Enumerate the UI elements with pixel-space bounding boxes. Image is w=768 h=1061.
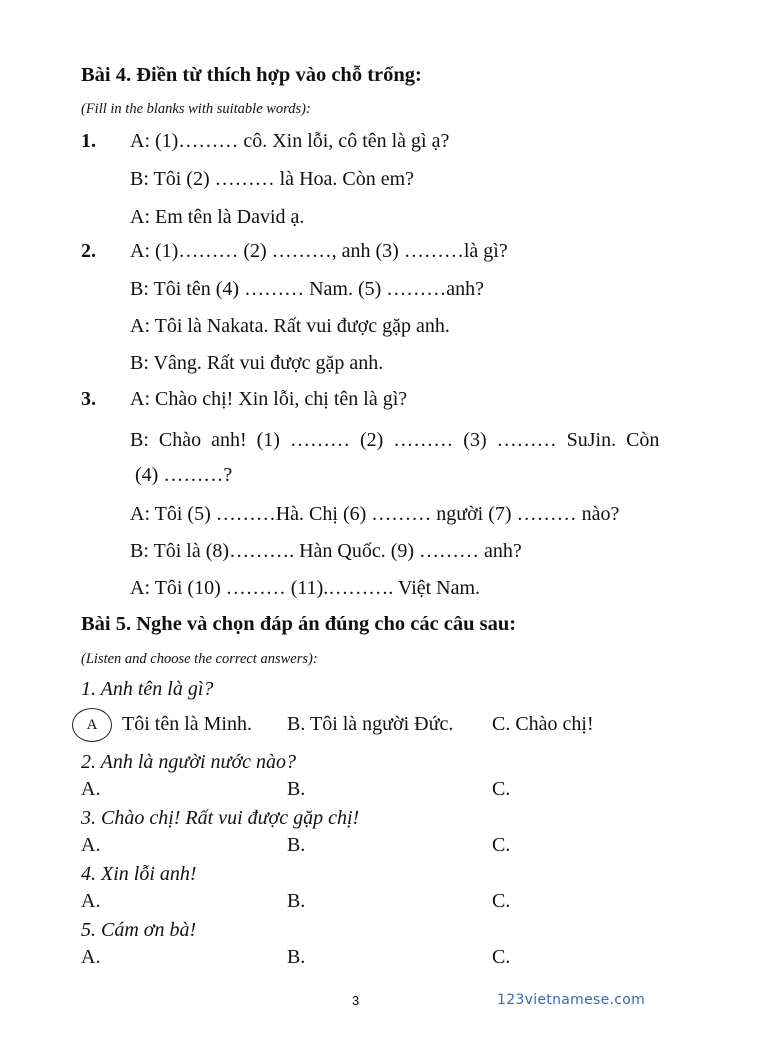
dialogue-line: A: (1)……… (2) ………, anh (3) ………là gì? [130, 240, 508, 262]
option-b: B. [287, 890, 306, 912]
question-4: 4. Xin lỗi anh! [81, 863, 197, 885]
dialogue-line: (4) ………? [135, 464, 233, 486]
dialogue-line: A: Tôi (5) ………Hà. Chị (6) ……… người (7) ……… nào? [130, 503, 620, 525]
option-c: C. [492, 778, 511, 800]
site-watermark: 123vietnamese.com [497, 992, 646, 1008]
question-2: 2. Anh là người nước nào? [81, 751, 297, 773]
exercise-4-subtitle: (Fill in the blanks with suitable words): [81, 101, 311, 117]
dialogue-line: A: Chào chị! Xin lỗi, chị tên là gì? [130, 388, 408, 410]
option-a: A. [81, 946, 101, 968]
option-a: A. [81, 890, 101, 912]
dialogue-line: B: Chào anh! (1) ……… (2) ……… (3) ……… SuJin. Còn [130, 429, 660, 451]
option-a: Tôi tên là Minh. [122, 713, 252, 735]
option-c: C. Chào chị! [492, 713, 594, 735]
circled-answer-a: A [72, 708, 112, 742]
item-number-1: 1. [81, 130, 96, 152]
option-b: B. Tôi là người Đức. [287, 713, 454, 735]
exercise-5-title: Bài 5. Nghe và chọn đáp án đúng cho các câu sau: [81, 613, 517, 635]
exercise-5-subtitle: (Listen and choose the correct answers): [81, 651, 318, 667]
option-c: C. [492, 946, 511, 968]
option-a: A. [81, 778, 101, 800]
page-number: 3 [352, 993, 360, 1008]
dialogue-line: B: Vâng. Rất vui được gặp anh. [130, 352, 384, 374]
option-c: C. [492, 890, 511, 912]
option-b: B. [287, 834, 306, 856]
option-a: A. [81, 834, 101, 856]
dialogue-line: B: Tôi (2) ……… là Hoa. Còn em? [130, 168, 415, 190]
dialogue-line: A: (1)……… cô. Xin lỗi, cô tên là gì ạ? [130, 130, 450, 152]
item-number-3: 3. [81, 388, 96, 410]
question-5: 5. Cám ơn bà! [81, 919, 197, 941]
question-3: 3. Chào chị! Rất vui được gặp chị! [81, 807, 360, 829]
dialogue-line: B: Tôi là (8)………. Hàn Quốc. (9) ……… anh? [130, 540, 522, 562]
dialogue-line: B: Tôi tên (4) ……… Nam. (5) ………anh? [130, 278, 485, 300]
option-c: C. [492, 834, 511, 856]
dialogue-line: A: Tôi (10) ……… (11).………. Việt Nam. [130, 577, 481, 599]
question-1: 1. Anh tên là gì? [81, 678, 214, 700]
dialogue-line: A: Em tên là David ạ. [130, 206, 305, 228]
option-b: B. [287, 946, 306, 968]
option-b: B. [287, 778, 306, 800]
exercise-4-title: Bài 4. Điền từ thích hợp vào chỗ trống: [81, 64, 422, 86]
dialogue-line: A: Tôi là Nakata. Rất vui được gặp anh. [130, 315, 450, 337]
item-number-2: 2. [81, 240, 96, 262]
